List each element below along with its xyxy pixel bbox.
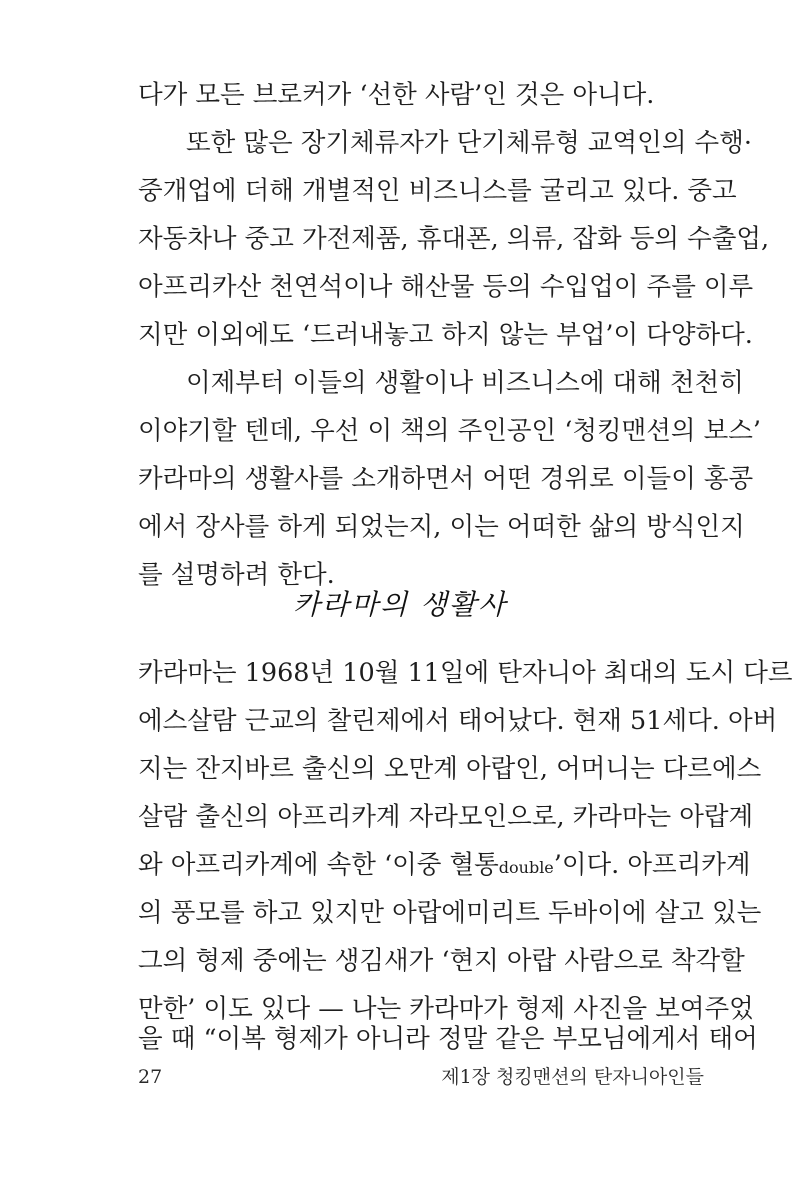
text-line: 또한 많은 장기체류자가 단기체류형 교역인의 수행· — [186, 128, 752, 158]
text-line: 의 풍모를 하고 있지만 아랍에미리트 두바이에 살고 있는 — [138, 898, 762, 928]
text-segment: 와 아프리카계에 속한 ‘이중 혈통 — [138, 850, 499, 880]
text-line: 만한’ 이도 있다 — 나는 카라마가 형제 사진을 보여주었 — [138, 994, 754, 1024]
text-line: 카라마의 생활사를 소개하면서 어떤 경위로 이들이 홍콩 — [138, 464, 754, 494]
text-line: 살람 출신의 아프리카계 자라모인으로, 카라마는 아랍계 — [138, 802, 754, 832]
text-line: 를 설명하려 한다. — [138, 560, 335, 590]
text-line: 그의 형제 중에는 생김새가 ‘현지 아랍 사람으로 착각할 — [138, 946, 745, 976]
text-line: 이야기할 텐데, 우선 이 책의 주인공인 ‘청킹맨션의 보스’ — [138, 416, 761, 446]
running-footer-chapter: 제1장 청킹맨션의 탄자니아인들 — [441, 1066, 704, 1088]
text-line: 을 때 “이복 형제가 아니라 정말 같은 부모님에게서 태어 — [138, 1024, 758, 1054]
text-line: 에스살람 근교의 찰린제에서 태어났다. 현재 51세다. 아버 — [138, 706, 778, 736]
section-heading: 카라마의 생활사 — [292, 588, 508, 621]
text-line: 지는 잔지바르 출신의 오만계 아랍인, 어머니는 다르에스 — [138, 754, 762, 784]
text-line: 아프리카산 천연석이나 해산물 등의 수입업이 주를 이루 — [138, 272, 754, 302]
text-line: 이제부터 이들의 생활이나 비즈니스에 대해 천천히 — [186, 368, 744, 398]
text-line: 지만 이외에도 ‘드러내놓고 하지 않는 부업’이 다양하다. — [138, 320, 753, 350]
text-line: 중개업에 더해 개별적인 비즈니스를 굴리고 있다. 중고 — [138, 176, 737, 206]
text-line: 자동차나 중고 가전제품, 휴대폰, 의류, 잡화 등의 수출업, — [138, 224, 770, 254]
text-segment: ’이다. 아프리카계 — [553, 850, 751, 880]
page-number: 27 — [138, 1066, 163, 1088]
inline-gloss: double — [498, 858, 554, 877]
text-line: 다가 모든 브로커가 ‘선한 사람’인 것은 아니다. — [138, 80, 655, 110]
text-line: 에서 장사를 하게 되었는지, 이는 어떠한 삶의 방식인지 — [138, 512, 745, 542]
text-line: 카라마는 1968년 10월 11일에 탄자니아 최대의 도시 다르 — [138, 658, 793, 688]
text-line — [138, 841, 751, 889]
